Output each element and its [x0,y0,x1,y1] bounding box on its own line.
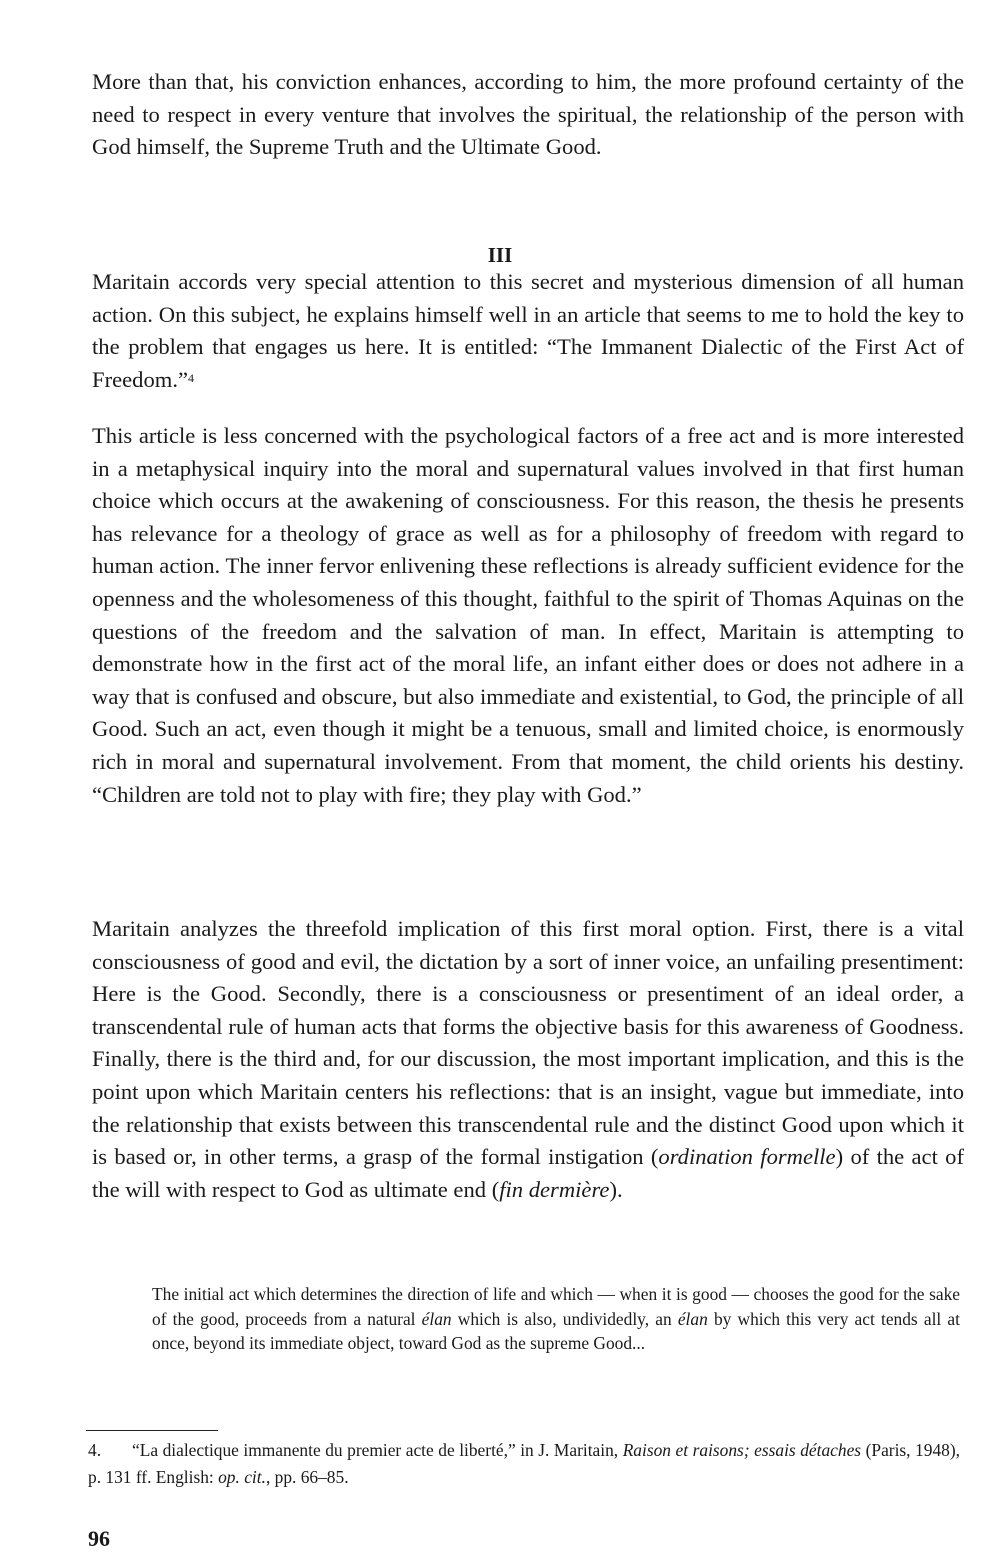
block-quote-italic-2: élan [677,1308,708,1329]
footnote-part-2: (Paris, 1948), p. 131 ff. English: [88,1440,960,1487]
block-quote-part-3: by which this very act tends all at once, beyond its immediate object, toward God as the supreme Good... [152,1308,960,1354]
footnote-italic-2: op. cit. [218,1467,266,1487]
footnote [88,1437,960,1491]
paragraph-4-italic-2: fin dermière [499,1176,610,1202]
footnote-reference: 4 [188,370,194,385]
paragraph-4-mid: ) of the act of the will with respect to God as ultimate end ( [92,1144,965,1202]
footnote-italic-1: Raison et raisons; essais détaches [622,1440,862,1460]
footnote-part-1: “La dialectique immanente du premier acte de liberté,” in J. Maritain, [132,1440,623,1460]
paragraph-4-main: Maritain analyzes the threefold implication of this first moral option. First, there is a vital consciousness of good and evil, the dictation by a sort of inner voice, an unfailing presentiment: Here is the Good. Secondly, there is a consciousness or presentiment of an ideal order, a transcendental rule of human acts that forms the objective basis for this awareness of Goodness. Finally, there is the third and, for our discussion, the most important implication, and this is the point upon which Maritain centers his reflections: that is an insight, vague but immediate, into the relationship that exists between this transcendental rule and the distinct Good upon which it is based or, in other terms, a grasp of the formal instigation ( [92,916,964,1170]
paragraph-3: This article is less concerned with the psychological factors of a free act and is more interested in a metaphysical inquiry into the moral and supernatural values involved in that first human choice which occurs at the awakening of consciousness. For this reason, the thesis he presents has relevance for a theology of grace as well as for a philosophy of freedom with regard to human action. The inner fervor enlivening these reflections is already sufficient evidence for the openness and the wholesomeness of this thought, faithful to the spirit of Thomas Aquinas on the questions of the freedom and the salvation of man. In effect, Maritain is attempting to demonstrate how in the first act of the moral life, an infant either does or does not adhere in a way that is confused and obscure, but also immediate and existential, to God, the principle of all Good. Such an act, even though it might be a tenuous, small and limited choice, is enormously rich in moral and supernatural involvement. From that moment, the child orients his destiny. “Children are told not to play with fire; they play with God.” [92,423,964,807]
block-quote-part-1: The initial act which determines the direction of life and which — when it is good — chooses the good for the sake of the good, proceeds from a natural [152,1284,960,1329]
footnote-number: 4. [88,1440,102,1460]
paragraph-2-text: Maritain accords very special attention to this secret and mysterious dimension of all human action. On this subject, he explains himself well in an article that seems to me to hold the key to the problem that engages us here. It is entitled: “The Immanent Dialectic of the First Act of Freedom.” [92,269,964,392]
paragraph-4-italic-1: ordination formelle [658,1144,836,1170]
footnote-divider [86,1430,218,1431]
page-number: 96 [88,1526,110,1551]
block-quote-italic-1: élan [421,1308,452,1329]
paragraph-2 [92,266,964,396]
section-heading: III [487,243,513,267]
paragraph-1: More than that, his conviction enhances, according to him, the more profound certainty of the need to respect in every venture that involves the spiritual, the relationship of the person with God himself, the Supreme Truth and the Ultimate Good. [92,69,964,160]
paragraph-4 [92,913,964,1206]
paragraph-4-end: ). [609,1176,623,1202]
footnote-part-3: , pp. 66–85. [265,1467,349,1487]
block-quote [152,1282,960,1356]
block-quote-part-2: which is also, undividedly, an [451,1308,678,1329]
